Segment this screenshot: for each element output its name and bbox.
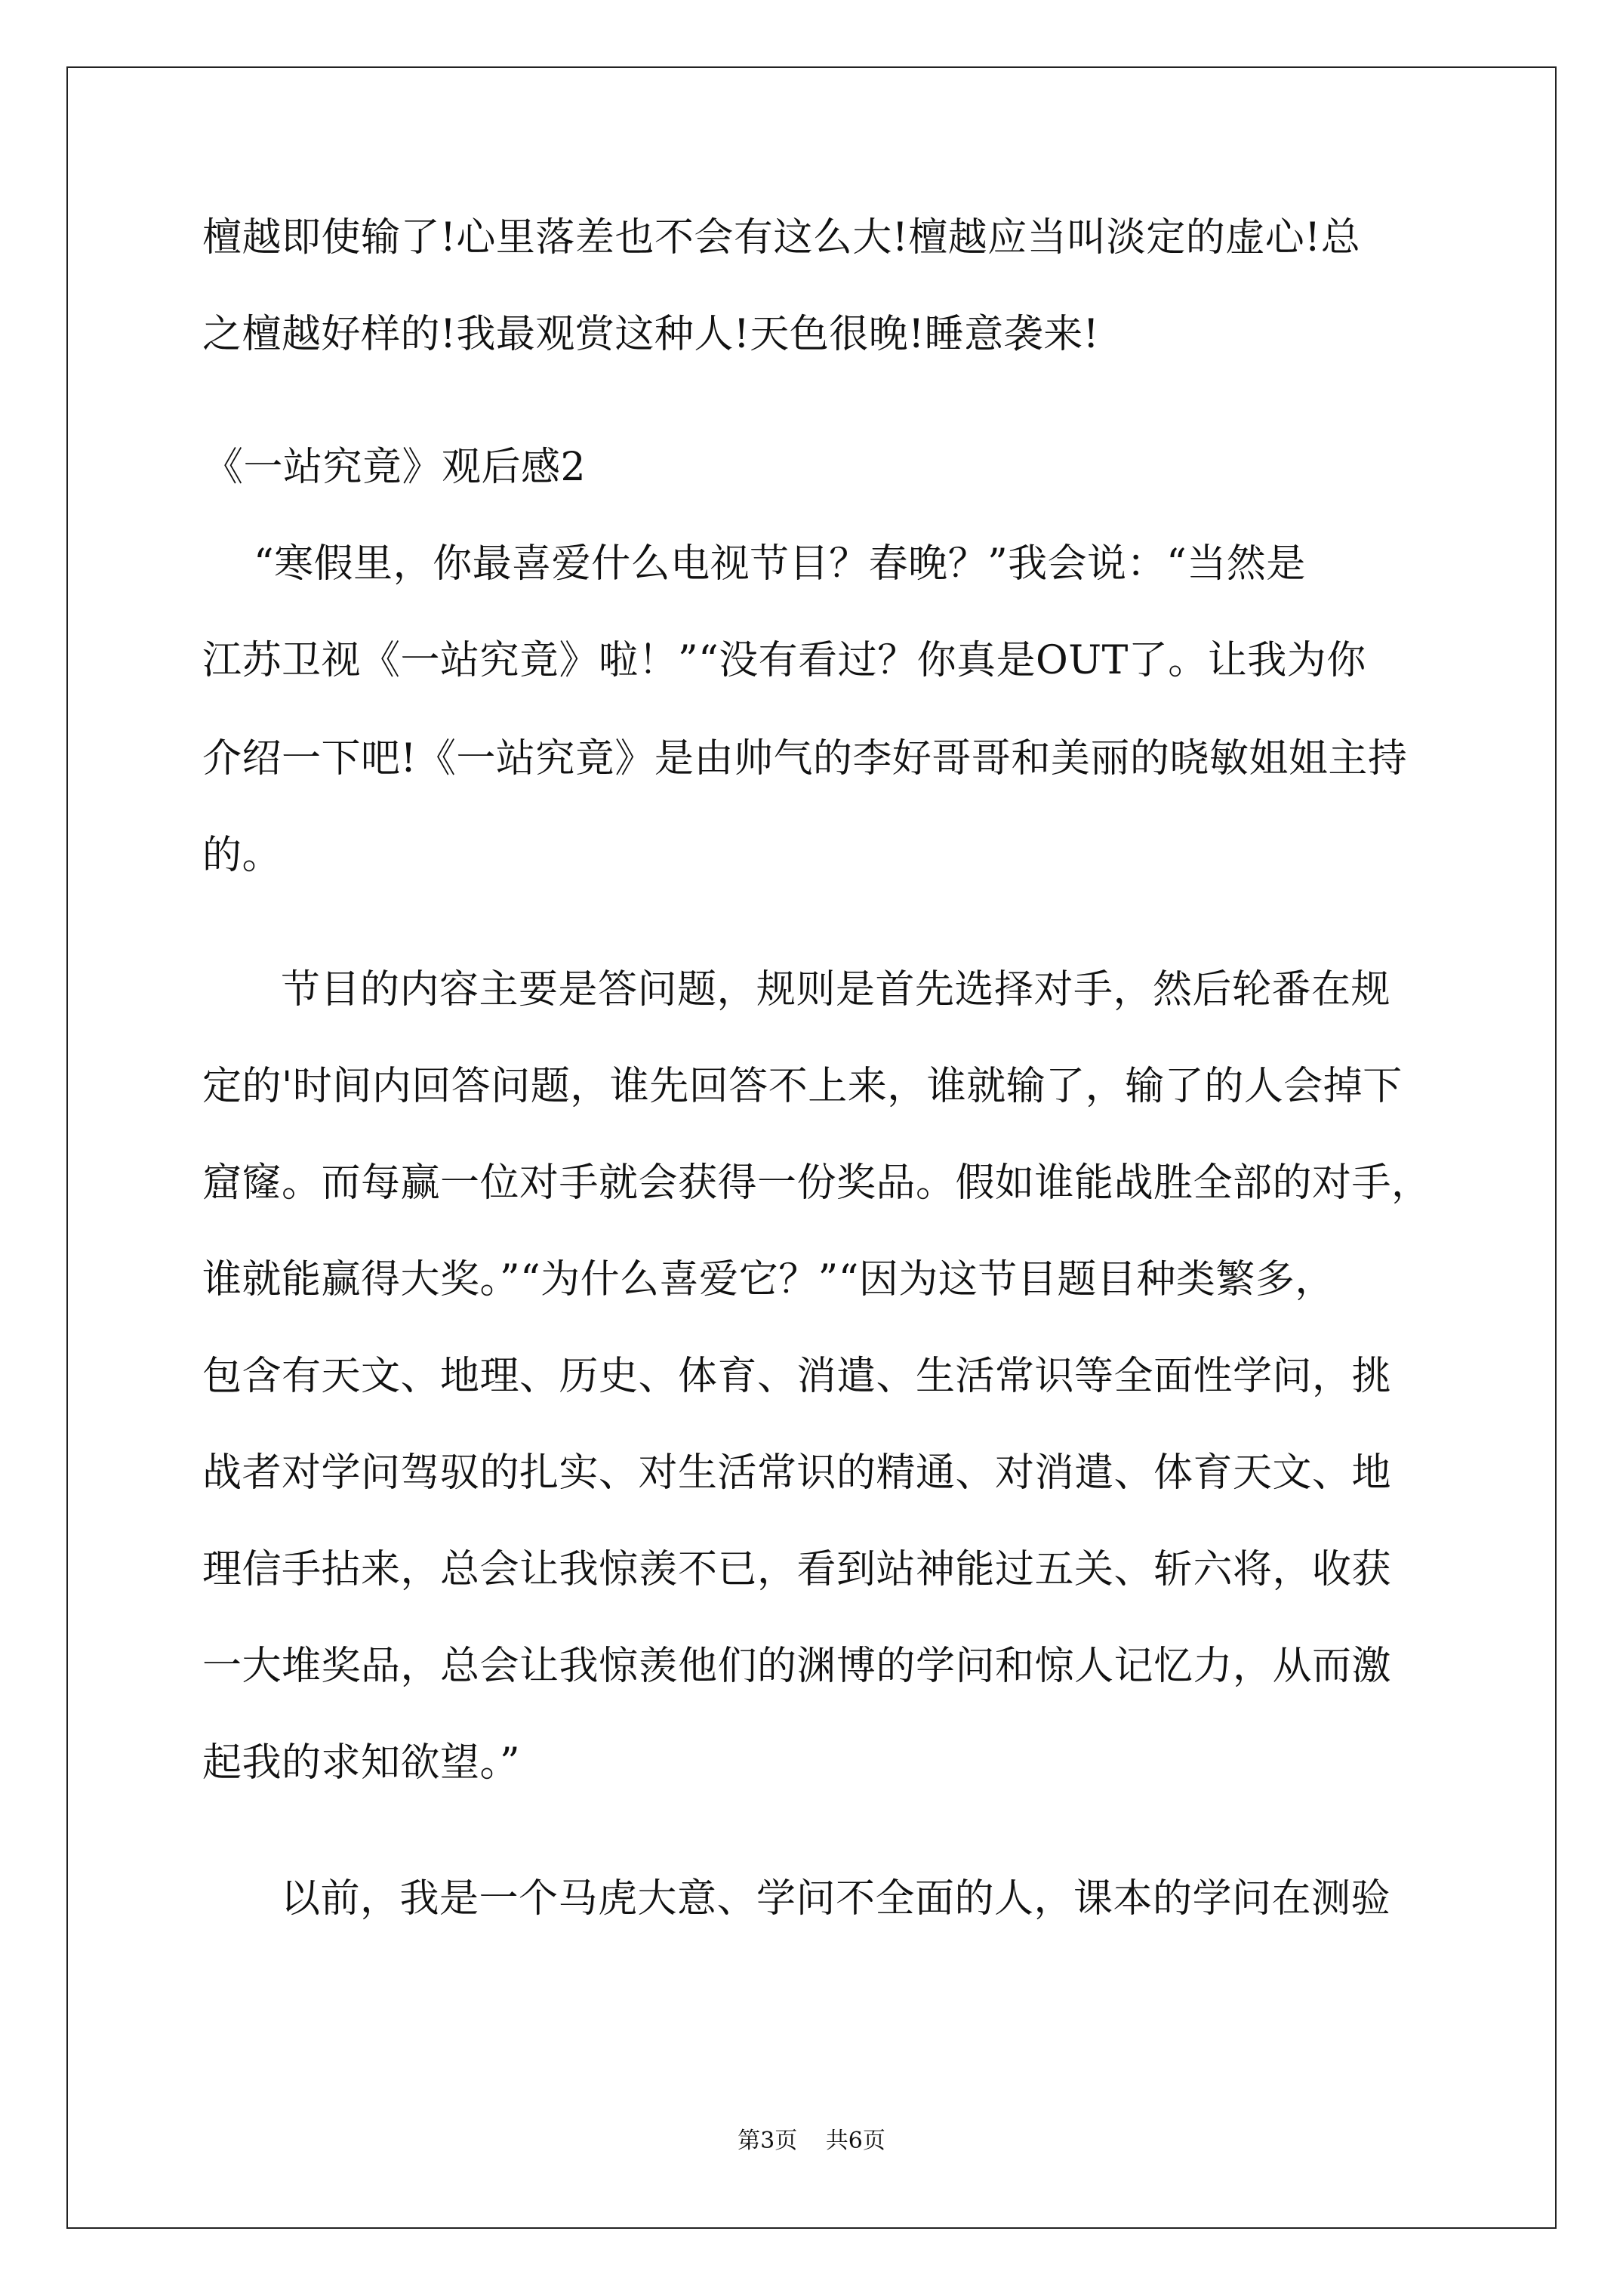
text-line: 包含有天文、地理、历史、体育、消遣、生活常识等全面性学问，挑 — [202, 1354, 1392, 1399]
text-line: 定的'时间内回答问题，谁先回答不上来，谁就输了，输了的人会掉下 — [202, 1064, 1403, 1109]
text-line: 介绍一下吧!《一站究竟》是由帅气的李好哥哥和美丽的晓敏姐姐主持 — [202, 736, 1408, 781]
text-line: 的。 — [202, 833, 282, 878]
text-line: 窟窿。而每赢一位对手就会获得一份奖品。假如谁能战胜全部的对手， — [202, 1160, 1431, 1206]
text-line: 节目的内容主要是答问题，规则是首先选择对手，然后轮番在规 — [281, 967, 1391, 1012]
section-heading: 《一站究竟》观后感2 — [204, 445, 587, 490]
text-line: 之檀越好样的!我最观赏这种人!天色很晚!睡意袭来! — [202, 312, 1100, 357]
text-line: 一大堆奖品，总会让我惊羡他们的渊博的学问和惊人记忆力，从而激 — [202, 1644, 1392, 1689]
text-line: “寒假里，你最喜爱什么电视节目？春晚？”我会说：“当然是 — [254, 541, 1306, 587]
text-line: 起我的求知欲望。” — [202, 1740, 521, 1786]
page-total: 共6页 — [825, 2128, 885, 2154]
text-line: 理信手拈来，总会让我惊羡不已，看到站神能过五关、斩六将，收获 — [202, 1547, 1392, 1592]
text-line: 以前，我是一个马虎大意、学问不全面的人，课本的学问在测验 — [281, 1876, 1391, 1922]
text-line: 江苏卫视《一站究竟》啦！”“没有看过？你真是OUT了。让我为你 — [202, 638, 1366, 683]
page-footer — [0, 2128, 1623, 2155]
text-line: 战者对学问驾驭的扎实、对生活常识的精通、对消遣、体育天文、地 — [202, 1450, 1392, 1496]
text-line: 谁就能赢得大奖。”“为什么喜爱它？”“因为这节目题目种类繁多， — [202, 1257, 1335, 1302]
page-number: 第3页 — [738, 2128, 798, 2154]
text-line: 檀越即使输了!心里落差也不会有这么大!檀越应当叫淡定的虚心!总 — [202, 215, 1361, 260]
